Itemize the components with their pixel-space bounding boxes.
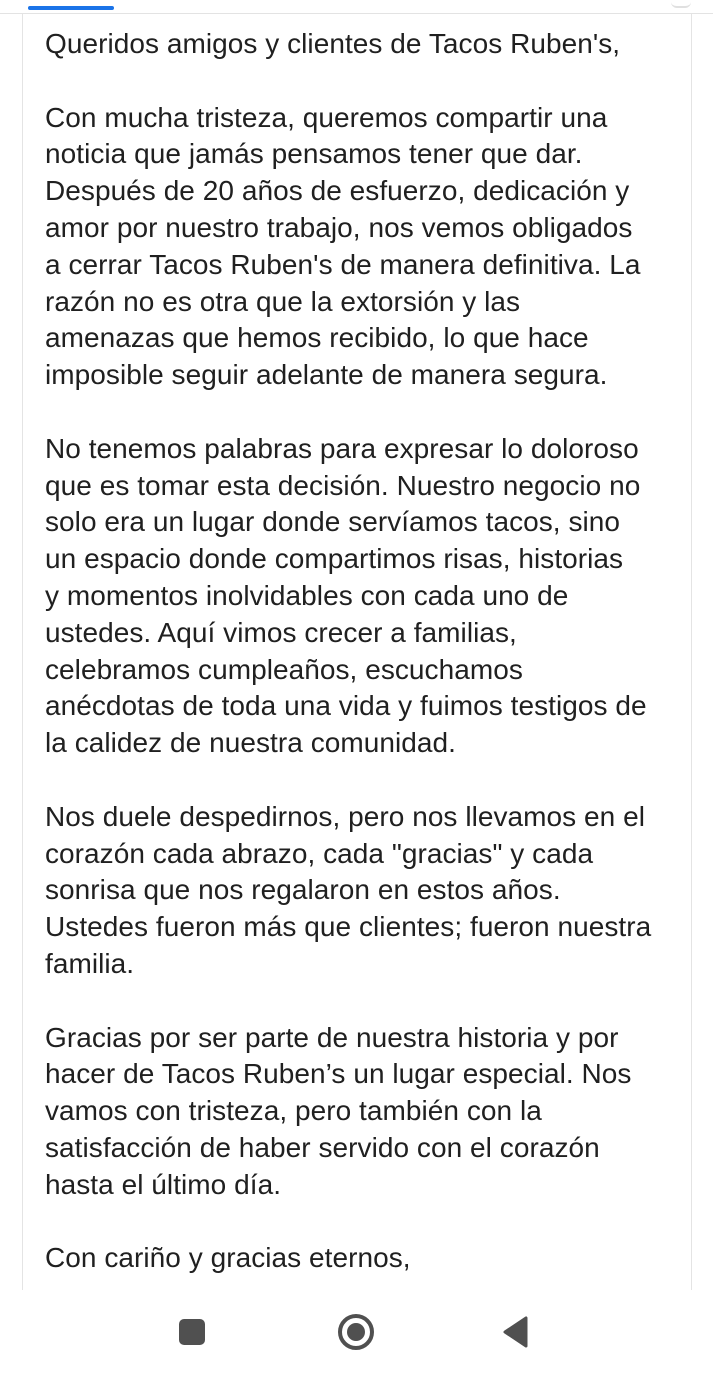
top-strip [0, 0, 713, 14]
message-line: amenazas que hemos recibido, lo que hace [45, 322, 589, 354]
message-line: a cerrar Tacos Ruben's de manera definitiva. La [45, 248, 641, 280]
message-line: ustedes. Aquí vimos crecer a familias, [45, 616, 517, 648]
message-line: un espacio donde compartimos risas, historias [45, 543, 624, 575]
message-line: anécdotas de toda una vida y fuimos testigos de [45, 690, 647, 722]
message-paragraph [45, 100, 685, 394]
message-paragraph [45, 799, 685, 983]
message-line: solo era un lugar donde servíamos tacos, sino [45, 506, 621, 538]
message-paragraph [45, 431, 685, 762]
message-paragraph [45, 1020, 685, 1204]
message-line: Con mucha tristeza, queremos compartir una [45, 101, 608, 133]
message-line: Nos duele despedirnos, pero nos llevamos en el [45, 800, 645, 832]
message-line: Con cariño y gracias eternos, [45, 1242, 411, 1274]
system-navigation-bar [0, 1290, 713, 1375]
message-line: razón no es otra que la extorsión y las [45, 285, 521, 317]
message-line: sonrisa que nos regalaron en estos años. [45, 874, 561, 906]
message-paragraph [45, 1240, 685, 1277]
message-body [45, 26, 685, 1314]
recents-button[interactable] [170, 1310, 214, 1354]
message-line: Ustedes fueron más que clientes; fueron nuestra [45, 911, 652, 943]
message-line: celebramos cumpleaños, escuchamos [45, 653, 523, 685]
message-line: que es tomar esta decisión. Nuestro negocio no [45, 469, 641, 501]
message-paragraph [45, 26, 685, 63]
message-line: hacer de Tacos Ruben’s un lugar especial. Nos [45, 1058, 632, 1090]
back-button[interactable] [494, 1310, 538, 1354]
message-card [22, 14, 692, 1290]
message-line: Después de 20 años de esfuerzo, dedicación y [45, 175, 630, 207]
message-line: amor por nuestro trabajo, nos vemos obligados [45, 211, 633, 243]
message-line: No tenemos palabras para expresar lo doloroso [45, 432, 639, 464]
home-button[interactable] [334, 1310, 378, 1354]
message-line: Queridos amigos y clientes de Tacos Ruben's, [45, 28, 621, 59]
home-circle-icon [336, 1312, 376, 1352]
message-line: familia. [45, 947, 135, 979]
back-triangle-icon [498, 1314, 534, 1350]
message-line: Gracias por ser parte de nuestra historia y por [45, 1021, 619, 1053]
overflow-corner-icon [671, 0, 691, 8]
message-line: y momentos inolvidables con cada uno de [45, 579, 569, 611]
message-line: hasta el último día. [45, 1168, 282, 1200]
recents-square-icon [179, 1319, 205, 1345]
message-line: imposible seguir adelante de manera segura. [45, 359, 608, 391]
message-line: noticia que jamás pensamos tener que dar. [45, 138, 583, 170]
active-tab-indicator [28, 6, 114, 10]
message-line: corazón cada abrazo, cada "gracias" y cada [45, 837, 594, 869]
message-line: satisfacción de haber servido con el corazón [45, 1131, 600, 1163]
message-line: vamos con tristeza, pero también con la [45, 1095, 542, 1127]
message-line: la calidez de nuestra comunidad. [45, 727, 456, 759]
